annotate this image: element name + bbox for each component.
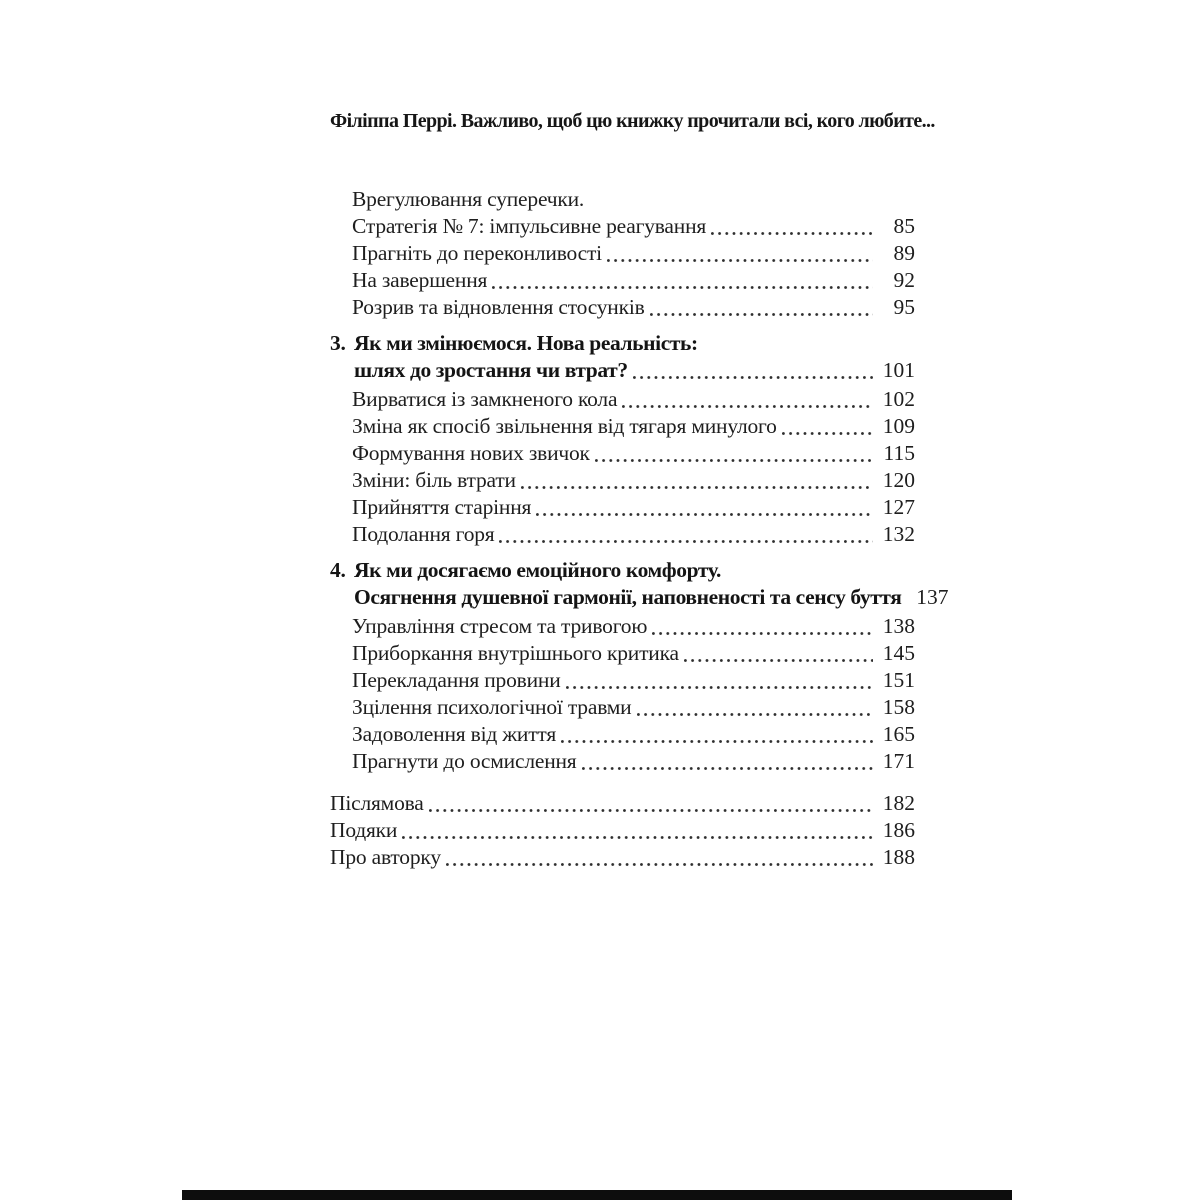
page-number: 92	[893, 268, 915, 292]
leader-dots	[429, 809, 873, 812]
page-number: 127	[882, 495, 915, 519]
leader-dots	[633, 376, 873, 379]
toc-entry	[330, 467, 915, 494]
toc-entry-title: Зміна як спосіб звільнення від тягаря минулого	[352, 414, 777, 438]
leader-dots	[521, 486, 873, 489]
page-number: 115	[883, 441, 915, 465]
toc-entry	[330, 413, 915, 440]
page-number: 102	[882, 387, 915, 411]
toc-section-title: Осягнення душевної гармонії, наповненості та сенсу буття	[354, 585, 902, 609]
page-number: 171	[882, 749, 915, 773]
toc-entry	[330, 440, 915, 467]
toc-section-title: шлях до зростання чи втрат?	[354, 358, 628, 382]
toc-entry-title: Розрив та відновлення стосунків	[352, 295, 645, 319]
toc-entry-title: Подолання горя	[352, 522, 495, 546]
toc-entry-title: Перекладання провини	[352, 668, 561, 692]
toc-entry-title: Подяки	[330, 818, 398, 842]
page-number: 95	[893, 295, 915, 319]
table-of-contents	[330, 186, 949, 871]
toc-entry	[330, 494, 915, 521]
leader-dots	[595, 459, 873, 462]
toc-entry	[330, 748, 915, 775]
toc-entry	[330, 817, 915, 844]
leader-dots	[652, 632, 873, 635]
page-number: 132	[882, 522, 915, 546]
leader-dots	[622, 405, 873, 408]
leader-dots	[607, 259, 873, 262]
toc-section-heading-continuation	[330, 357, 915, 384]
page-number: 165	[882, 722, 915, 746]
leader-dots	[782, 432, 873, 435]
leader-dots	[684, 659, 873, 662]
toc-entry-title: Післямова	[330, 791, 424, 815]
leader-dots	[566, 686, 873, 689]
toc-entry	[330, 613, 915, 640]
page-number: 182	[882, 791, 915, 815]
toc-section-title: Як ми змінюємося. Нова реальність:	[354, 331, 698, 355]
toc-entry	[330, 240, 915, 267]
page-number: 145	[882, 641, 915, 665]
toc-section-title: Як ми досягаємо емоційного комфорту.	[354, 558, 721, 582]
page-number: 158	[882, 695, 915, 719]
toc-entry	[330, 640, 915, 667]
toc-entry	[330, 721, 915, 748]
toc-entry-title: Задоволення від життя	[352, 722, 557, 746]
page-number: 137	[916, 585, 949, 609]
toc-entry	[330, 521, 915, 548]
toc-entry-title: Приборкання внутрішнього критика	[352, 641, 679, 665]
toc-entry-title: Зцілення психологічної травми	[352, 695, 632, 719]
page-number: 120	[882, 468, 915, 492]
scan-edge-artifact	[182, 1190, 1012, 1200]
section-number: 3.	[330, 331, 346, 355]
toc-entry	[330, 790, 915, 817]
page-number: 101	[882, 358, 915, 382]
toc-entry	[330, 294, 915, 321]
leader-dots	[536, 513, 873, 516]
toc-section-heading-continuation	[330, 584, 949, 611]
page-number: 138	[882, 614, 915, 638]
toc-entry-title: Про авторку	[330, 845, 441, 869]
toc-entry-title: Зміни: біль втрати	[352, 468, 516, 492]
toc-entry-title: На завершення	[352, 268, 488, 292]
page-number: 85	[893, 214, 915, 238]
leader-dots	[402, 836, 873, 839]
toc-entry-title: Стратегія № 7: імпульсивне реагування	[352, 214, 707, 238]
leader-dots	[446, 863, 873, 866]
page-number: 186	[882, 818, 915, 842]
leader-dots	[499, 540, 873, 543]
page-number: 151	[882, 668, 915, 692]
toc-entry-title: Управління стресом та тривогою	[352, 614, 648, 638]
leader-dots	[711, 232, 873, 235]
toc-entry-title: Прийняття старіння	[352, 495, 532, 519]
toc-section-heading	[330, 557, 915, 584]
toc-entry	[330, 844, 915, 871]
toc-entry	[330, 267, 915, 294]
page-number: 188	[882, 845, 915, 869]
running-head: Філіппа Перрі. Важливо, щоб цю книжку прочитали всі, кого любите...	[330, 110, 935, 132]
page-number: 109	[882, 414, 915, 438]
toc-entry	[330, 186, 915, 213]
toc-entry-title: Формування нових звичок	[352, 441, 590, 465]
leader-dots	[492, 286, 873, 289]
section-number: 4.	[330, 558, 346, 582]
leader-dots	[561, 740, 873, 743]
toc-entry-title: Врегулювання суперечки.	[352, 187, 585, 211]
page-number: 89	[893, 241, 915, 265]
toc-entry-title: Прагнути до осмислення	[352, 749, 577, 773]
toc-entry	[330, 386, 915, 413]
leader-dots	[637, 713, 874, 716]
leader-dots	[582, 767, 874, 770]
leader-dots	[650, 313, 873, 316]
toc-entry-title: Прагніть до переконливості	[352, 241, 602, 265]
toc-section-heading	[330, 330, 915, 357]
toc-entry	[330, 213, 915, 240]
toc-entry	[330, 694, 915, 721]
toc-entry-title: Вирватися із замкненого кола	[352, 387, 618, 411]
toc-entry	[330, 667, 915, 694]
